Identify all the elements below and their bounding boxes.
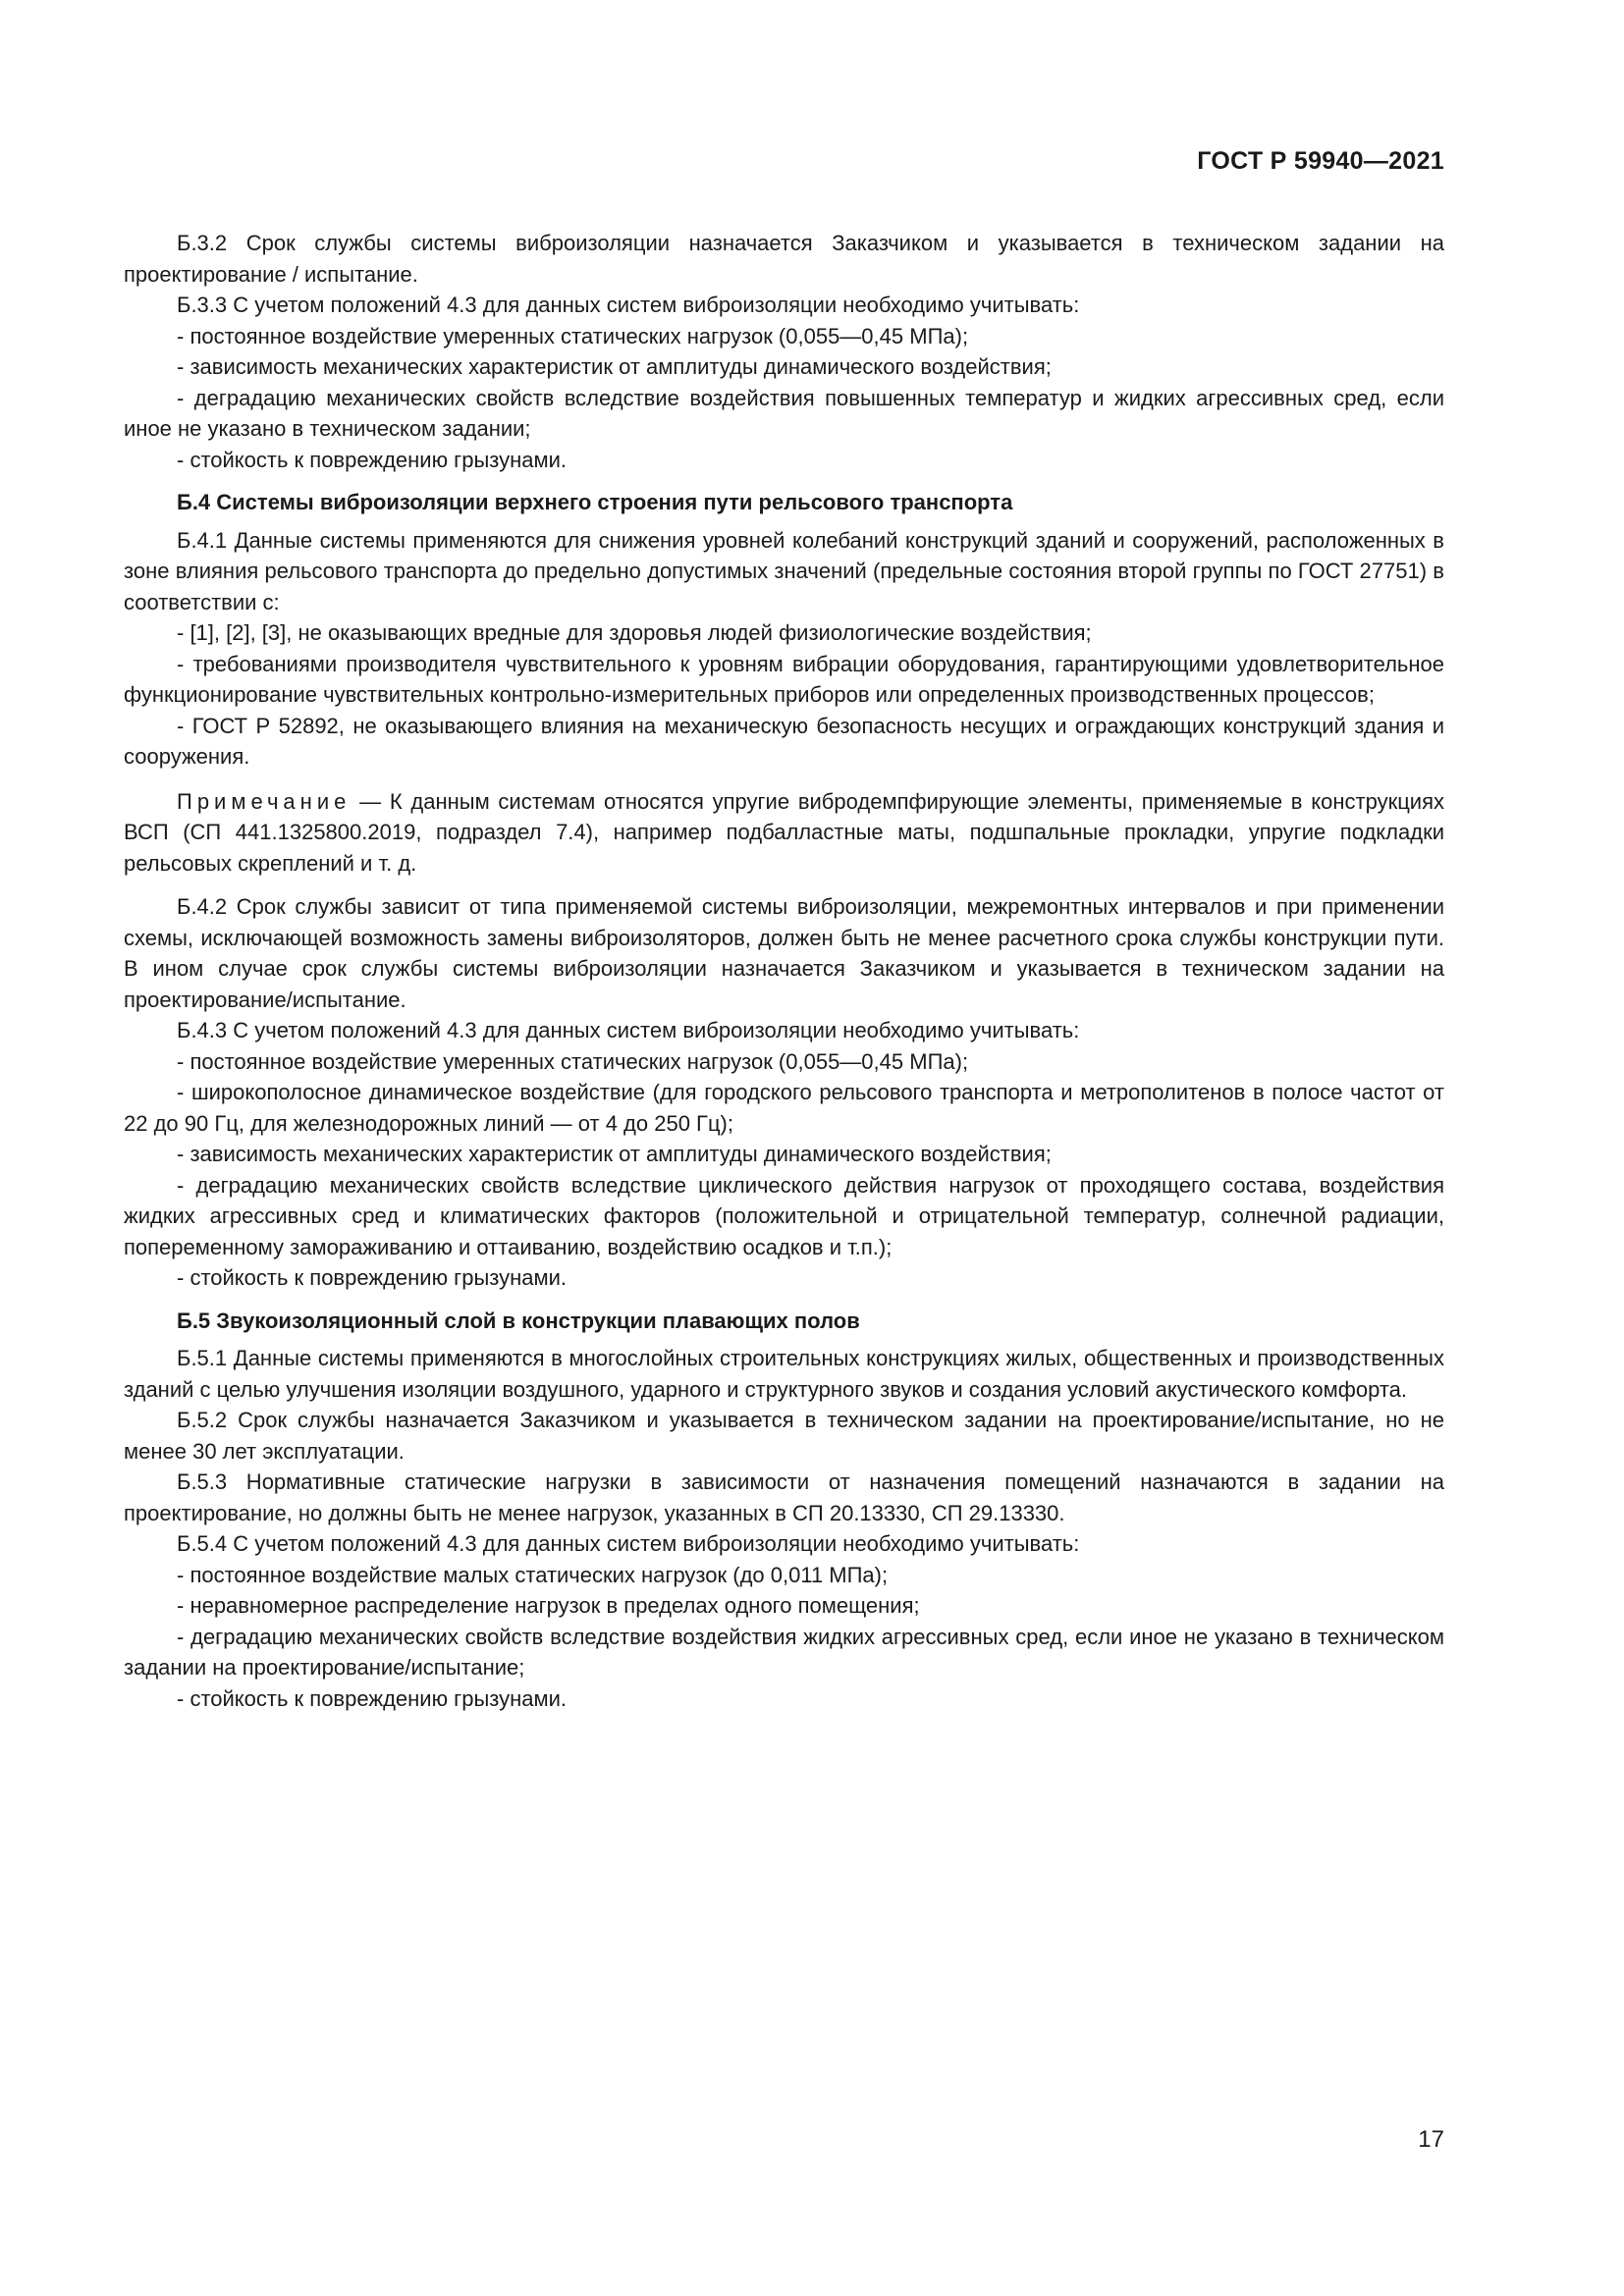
list-item: - ГОСТ Р 52892, не оказывающего влияния на механическую безопасность несущих и ограждающих конструкций здания и сооружения.: [124, 713, 1444, 769]
list-item: - постоянное воздействие умеренных статических нагрузок (0,055—0,45 МПа);: [177, 1048, 969, 1074]
list-item: - [1], [2], [3], не оказывающих вредные для здоровья людей физиологические воздействия;: [177, 620, 1092, 645]
list-item: - стойкость к повреждению грызунами.: [177, 1685, 568, 1711]
list-item: - стойкость к повреждению грызунами.: [177, 1265, 568, 1290]
paragraph-b5-3: Б.5.3 Нормативные статические нагрузки в зависимости от назначения помещений назначаются в задании на проектирование, но должны быть не менее нагрузок, указанных в СП 20.13330, СП 29.13330.: [124, 1469, 1444, 1525]
section-heading-b4: Б.4 Системы виброизоляции верхнего строения пути рельсового транспорта: [177, 490, 1013, 514]
list-item: - требованиями производителя чувствительного к уровням вибрации оборудования, гарантирующими удовлетворительное функционирование чувствительных контрольно-измерительных приборов или определенных производственных процессов;: [124, 651, 1444, 707]
paragraph-b5-1: Б.5.1 Данные системы применяются в многослойных строительных конструкциях жилых, общественных и производственных зданий с целью улучшения изоляции воздушного, ударного и структурного звуков и создания условий акустического комфорта.: [124, 1346, 1444, 1402]
paragraph-b5-2: Б.5.2 Срок службы назначается Заказчиком и указывается в техническом задании на проектирование/испытание, но не менее 30 лет эксплуатации.: [124, 1408, 1444, 1464]
list-item: - зависимость механических характеристик от амплитуды динамического воздействия;: [177, 354, 1052, 379]
list-item: - постоянное воздействие умеренных статических нагрузок (0,055—0,45 МПа);: [177, 323, 969, 348]
list-item: - деградацию механических свойств вследствие циклического действия нагрузок от проходящего состава, воздействия жидких агрессивных сред и климатических факторов (положительной и отрицательной температур, солнечной радиации, попеременному замораживанию и оттаиванию, воздействию осадков и т.п.);: [124, 1172, 1444, 1259]
note-paragraph: [124, 786, 1444, 880]
list-item: - постоянное воздействие малых статических нагрузок (до 0,011 МПа);: [177, 1562, 889, 1587]
list-item: - широкополосное динамическое воздействие (для городского рельсового транспорта и метрополитенов в полосе частот от 22 до 90 Гц, для железнодорожных линий — от 4 до 250 Гц);: [124, 1080, 1444, 1136]
document-header: ГОСТ Р 59940—2021: [1197, 147, 1444, 175]
note-text: — К данным системам относятся упругие вибродемпфирующие элементы, применяемые в конструкциях ВСП (СП 441.1325800.2019, подраздел 7.4), например подбалластные маты, подшпальные прокладки, упругие подкладки рельсовых скреплений и т. д.: [124, 788, 1444, 876]
note-label: Примечание: [177, 788, 352, 814]
list-item: - деградацию механических свойств вследствие воздействия жидких агрессивных сред, если иное не указано в техническом задании на проектирование/испытание;: [124, 1624, 1444, 1680]
list-item: - деградацию механических свойств вследствие воздействия повышенных температур и жидких агрессивных сред, если иное не указано в техническом задании;: [124, 385, 1444, 441]
paragraph-b3-2: Б.3.2 Срок службы системы виброизоляции назначается Заказчиком и указывается в техническом задании на проектирование / испытание.: [124, 231, 1444, 287]
paragraph-b5-4: Б.5.4 С учетом положений 4.3 для данных систем виброизоляции необходимо учитывать:: [177, 1531, 1080, 1556]
section-heading-b5: Б.5 Звукоизоляционный слой в конструкции плавающих полов: [177, 1308, 860, 1333]
list-item: - стойкость к повреждению грызунами.: [177, 447, 568, 472]
paragraph-b4-3: Б.4.3 С учетом положений 4.3 для данных систем виброизоляции необходимо учитывать:: [177, 1018, 1080, 1042]
paragraph-b4-1: Б.4.1 Данные системы применяются для снижения уровней колебаний конструкций зданий и сооружений, расположенных в зоне влияния рельсового транспорта до предельно допустимых значений (предельные состояния второй группы по ГОСТ 27751) в соответствии с:: [124, 527, 1444, 614]
list-item: - неравномерное распределение нагрузок в пределах одного помещения;: [177, 1593, 920, 1618]
page-number: 17: [1418, 2126, 1444, 2153]
paragraph-b4-2: Б.4.2 Срок службы зависит от типа применяемой системы виброизоляции, межремонтных интервалов и при применении схемы, исключающей возможность замены виброизоляторов, должен быть не менее расчетного срока службы конструкции пути. В ином случае срок службы системы виброизоляции назначается Заказчиком и указывается в техническом задании на проектирование/испытание.: [124, 894, 1444, 1012]
list-item: - зависимость механических характеристик от амплитуды динамического воздействия;: [177, 1142, 1052, 1166]
document-body: [124, 228, 1444, 1714]
paragraph-b3-3: Б.3.3 С учетом положений 4.3 для данных систем виброизоляции необходимо учитывать:: [177, 293, 1080, 317]
